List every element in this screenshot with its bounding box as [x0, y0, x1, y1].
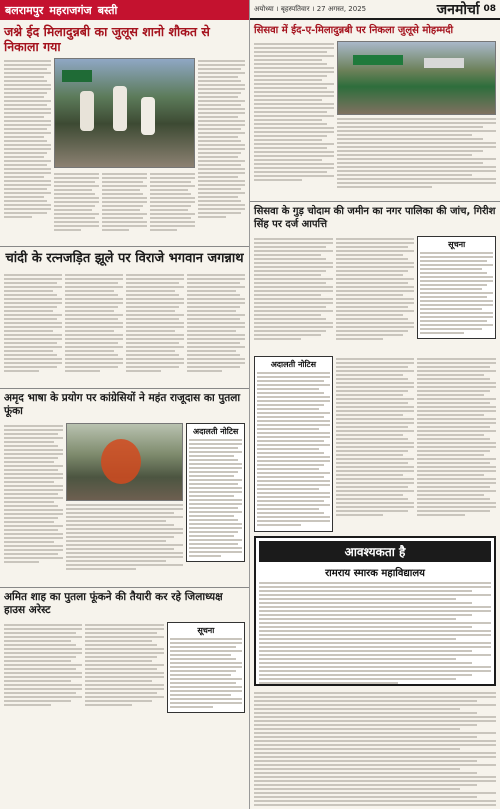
page-number: 08 [483, 4, 496, 14]
story-eid-photo-area [54, 58, 195, 244]
headline-effigy: अमृद भाषा के प्रयोग पर कांग्रेसियों ने महंत राजूदास का पुतला फूंका [0, 388, 249, 421]
story-effigy-photo-area [66, 423, 184, 585]
headline-sitapur-procession: सिसवा में ईद-ए-मिलादुन्नबी पर निकला जुलूसे मोहम्मदी [254, 25, 454, 36]
effigy-protest-photo [66, 423, 184, 501]
eid-procession-photo [54, 58, 195, 168]
masthead-tab-maharajganj: महराजगंज [49, 3, 92, 17]
left-notice-box [167, 622, 245, 718]
right-classifieds-row [250, 354, 500, 534]
right-notice-box [417, 236, 496, 352]
masthead-tab-basti: बस्ती [97, 3, 118, 17]
story-eid-column-1 [4, 58, 51, 244]
right-newspaper-page [250, 0, 500, 809]
story-jagannath-body [0, 270, 249, 388]
vacancy-ad [254, 536, 496, 686]
vacancy-ad-college: रामराय स्मारक महाविद्यालय [325, 568, 425, 579]
right-court-notice-title: अदालती नोटिस [270, 360, 316, 369]
right-court-notice-box [254, 356, 333, 532]
headline-jagannath: चांदी के रत्नजड़ित झूले पर विराजे भगवान जगन्नाथ [0, 246, 249, 270]
story-eid-body [0, 56, 249, 246]
story-sitapur-body [250, 39, 500, 201]
right-masthead [250, 0, 500, 20]
left-court-notice-box [186, 423, 245, 585]
headline-land-probe: सिसवा के गुड़ चोदाम की जमीन का नगर पालिका की जांच, गिरीश सिंह पर दर्ज आपत्ति [250, 201, 500, 234]
masthead-tab-balrampur: बलरामपुर [5, 3, 44, 17]
edition-date: अयोध्या । बृहस्पतिवार । 27 अगस्त, 2025 [254, 4, 367, 13]
story-amit-shah-body [0, 620, 249, 720]
brand-name: जनमोर्चा [436, 1, 480, 18]
story-land-body [250, 234, 500, 354]
left-notice-title: सूचना [197, 626, 215, 635]
story-sitapur-photo-area [337, 41, 496, 199]
headline-eid-procession: जश्ने ईद मिलादुन्नबी का जुलूस शानो शौकत से निकाला गया [4, 24, 210, 54]
sitapur-procession-photo [337, 41, 496, 115]
story-eid-column-2 [198, 58, 245, 244]
right-bottom-notices [250, 688, 500, 808]
headline-amit-shah: अमित शाह का पुतला फूंकने की तैयारी कर रहे जिलाध्यक्ष हाउस अरेस्ट [0, 587, 249, 620]
right-notice-title: सूचना [448, 240, 466, 249]
vacancy-ad-title: आवश्यकता है [259, 541, 491, 562]
left-court-notice-title: अदालती नोटिस [192, 427, 239, 436]
left-masthead [0, 0, 249, 20]
story-effigy-body [0, 421, 249, 587]
